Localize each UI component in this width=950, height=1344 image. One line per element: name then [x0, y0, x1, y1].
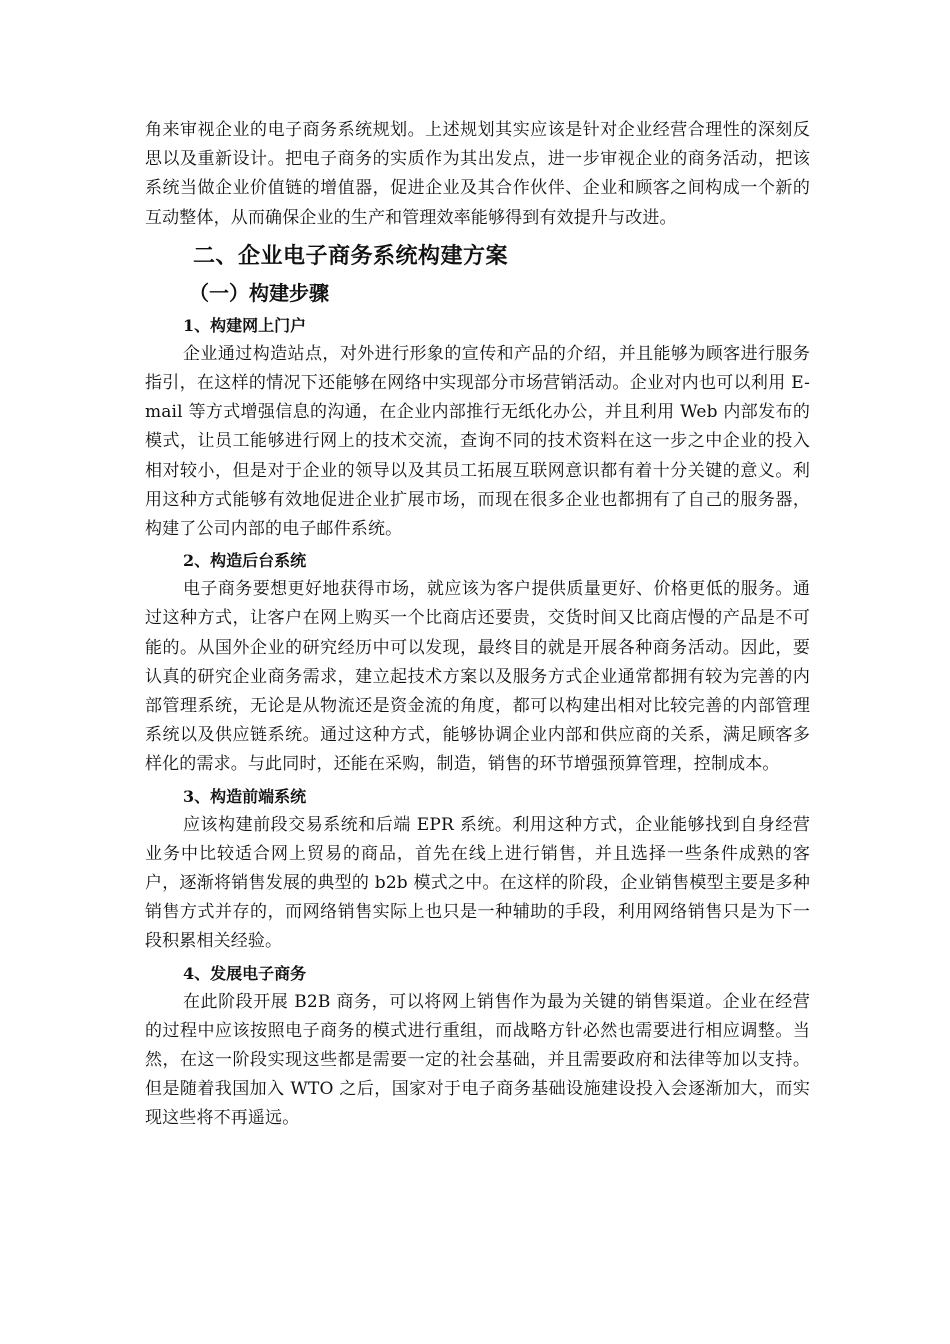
- step-3-paragraph: 应该构建前段交易系统和后端 EPR 系统。利用这种方式，企业能够找到自身经营业务中比较适合网上贸易的商品，首先在线上进行销售，并且选择一些条件成熟的客户，逐渐将销售发展的典型的 b2b 模式之中。在这样的阶段，企业销售模型主要是多种销售方式并存的，而网络销售实际上也只是一种辅助的手段，利用网络销售只是为下一段积累相关经验。: [145, 814, 810, 952]
- step-1-paragraph: 企业通过构造站点，对外进行形象的宣传和产品的介绍，并且能够为顾客进行服务指引，在这样的情况下还能够在网络中实现部分市场营销活动。企业对内也可以利用 E-mail 等方式增强信息的沟通，在企业内部推行无纸化办公，并且利用 Web 内部发布的模式，让员工能够进行网上的技术交流，查询不同的技术资料在这一步之中企业的投入相对较小，但是对于企业的领导以及其员工拓展互联网意识都有着十分关键的意义。利用这种方式能够有效地促进企业扩展市场，而现在很多企业也都拥有了自己的服务器，构建了公司内部的电子邮件系统。: [145, 343, 810, 540]
- step-3-heading: 3、构造前端系统: [183, 786, 307, 806]
- step-2-paragraph: 电子商务要想更好地获得市场，就应该为客户提供质量更好、价格更低的服务。通过这种方式，让客户在网上购买一个比商店还要贵，交货时间又比商店慢的产品是不可能的。从国外企业的研究经历中可以发现，最终目的就是开展各种商务活动。因此，要认真的研究企业商务需求，建立起技术方案以及服务方式企业通常都拥有较为完善的内部管理系统，无论是从物流还是资金流的角度，都可以构建出相对比较完善的内部管理系统以及供应链系统。通过这种方式，能够协调企业内部和供应商的关系，满足顾客多样化的需求。与此同时，还能在采购，制造，销售的环节增强预算管理，控制成本。: [145, 579, 810, 775]
- intro-paragraph: 角来审视企业的电子商务系统规划。上述规划其实应该是针对企业经营合理性的深刻反思以及重新设计。把电子商务的实质作为其出发点，进一步审视企业的商务活动，把该系统当做企业价值链的增值器，促进企业及其合作伙伴、企业和顾客之间构成一个新的互动整体，从而确保企业的生产和管理效率能够得到有效提升与改进。: [145, 120, 810, 228]
- subsection-heading: （一）构建步骤: [189, 280, 329, 305]
- document-body: [145, 116, 810, 1134]
- step-4-paragraph: 在此阶段开展 B2B 商务，可以将网上销售作为最为关键的销售渠道。企业在经营的过程中应该按照电子商务的模式进行重组，而战略方针必然也需要进行相应调整。当然，在这一阶段实现这些都是需要一定的社会基础，并且需要政府和法律等加以支持。但是随着我国加入 WTO 之后，国家对于电子商务基础设施建设投入会逐渐加大，而实现这些将不再遥远。: [145, 991, 810, 1129]
- section-heading: 二、企业电子商务系统构建方案: [193, 242, 509, 269]
- step-4-heading: 4、发展电子商务: [183, 963, 307, 983]
- step-1-heading: 1、构建网上门户: [183, 315, 307, 335]
- step-2-heading: 2、构造后台系统: [183, 551, 307, 571]
